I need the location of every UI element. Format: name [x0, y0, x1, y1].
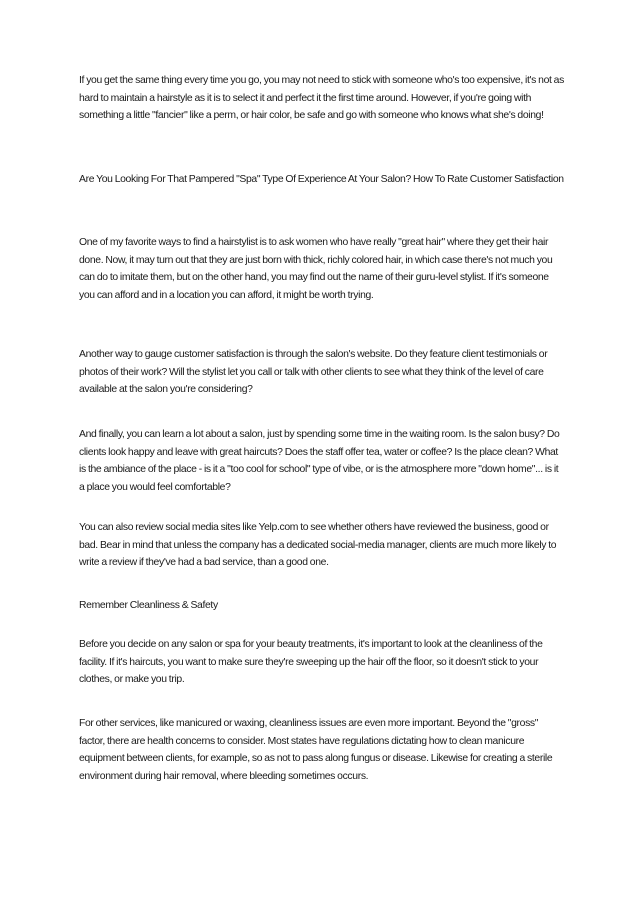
paragraph-other-services: For other services, like manicured or waxing, cleanliness issues are even more important. Beyond the "gross" factor, there are health concerns to consider. Most states have regulations dictating how to clean manicure equipment between clients, for example, so as not to pass along fungus or disease. Likewise for creating a sterile environment during hair removal, where bleeding sometimes occurs. — [79, 718, 553, 782]
paragraph-facility-cleanliness: Before you decide on any salon or spa for your beauty treatments, it's important to look at the cleanliness of the facility. If it's haircuts, you want to make sure they're sweeping up the hair off the floor, so it doesn't stick to your clothes, or make you trip. — [79, 639, 543, 686]
paragraph-ask-women: One of my favorite ways to find a hairstylist is to ask women who have really "great hair" where they get their hair done. Now, it may turn out that they are just born with thick, richly colored hair, in which case there's not much you can do to imitate them, but on the other hand, you may find out the name of their guru-level stylist. If it's someone you can afford and in a location you can afford, it might be worth trying. — [79, 237, 553, 301]
paragraph-salon-website: Another way to gauge customer satisfaction is through the salon's website. Do they feature client testimonials or photos of their work? Will the stylist let you call or talk with other clients to see what they think of the level of care available at the salon you're considering? — [79, 349, 548, 396]
heading-cleanliness-safety: Remember Cleanliness & Safety — [79, 600, 218, 611]
heading-spa-experience: Are You Looking For That Pampered "Spa" Type Of Experience At Your Salon? How To Rate Customer Satisfaction — [79, 174, 564, 185]
paragraph-social-media: You can also review social media sites like Yelp.com to see whether others have reviewed the business, good or bad. Bear in mind that unless the company has a dedicated social-media manager, clients are much more likely to write a review if they've had a bad service, than a good one. — [79, 522, 557, 569]
paragraph-waiting-room: And finally, you can learn a lot about a salon, just by spending some time in the waiting room. Is the salon busy? Do clients look happy and leave with great haircuts? Does the staff offer tea, water or coffee? Is the place clean? What is the ambiance of the place - is it a "too cool for school" type of vibe, or is the atmosphere more "down home"... is it a place you would feel comfortable? — [79, 429, 560, 493]
paragraph-haircut-cost: If you get the same thing every time you go, you may not need to stick with someone who's too expensive, it's not as hard to maintain a hairstyle as it is to select it and perfect it the first time around. However, if you're going with something a little "fancier" like a perm, or hair color, be safe and go with someone who knows what she's doing! — [79, 75, 564, 122]
